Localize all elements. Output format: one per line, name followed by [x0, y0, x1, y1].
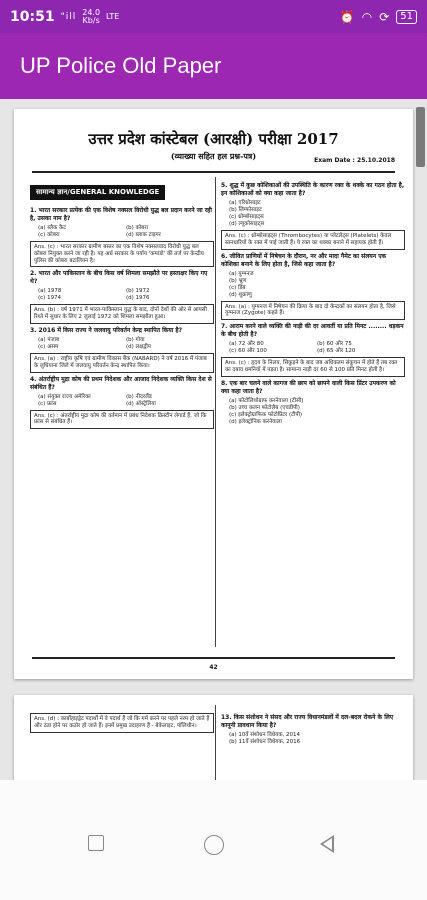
option-item: (a) ब्लैक कैट [38, 225, 67, 231]
sync-icon: ⟳ [379, 9, 390, 24]
option-item: (a) संयुक्त राज्य अमेरिका [38, 393, 91, 400]
left-column [30, 711, 214, 736]
column-divider [215, 705, 216, 780]
question-text: 1. भारत सरकार प्रत्येक की एक विशेष नक्सल विरोधी युद्ध बल प्रदान करने जा रही है, उसका नाम है? [30, 207, 212, 222]
network-speed: 24.0 Kb/s [82, 7, 101, 25]
option-item: (b) उच्च कलन फोटोलैब (एचडीपी) [229, 404, 300, 411]
option-item: (d) ब्लाक टाइगर [126, 232, 161, 238]
options [229, 732, 405, 746]
triangle-back-icon [320, 835, 334, 853]
question-text: 8. एक बार चलने वाले कागज की छाप को छापने वाली किस प्रिंटर उपकरण को क्या कहा जाता है? [221, 379, 396, 395]
question-text: 3. 2016 में किस राज्य ने जलवायु परिवर्तन केन्द्र स्थापित किया है? [30, 326, 183, 334]
options [229, 341, 405, 355]
option-item: (a) 10वें संशोधन विधेयक, 2014 [229, 732, 301, 738]
option-item: (c) डिंब [229, 284, 246, 291]
status-bar [0, 0, 427, 33]
home-button[interactable] [204, 835, 224, 855]
footer-rule [32, 657, 395, 659]
option-item: (b) कोबरा [126, 225, 148, 231]
options [38, 225, 214, 239]
option-item: (a) फोटोलिथोग्राफ करनेवाला (टीसी) [229, 397, 304, 404]
pdf-page-2[interactable] [14, 695, 413, 780]
question-text: 6. जीवित प्राणियों में निषेचन के दौरान, नर और मादा गैमेट का संलयन एक कोशिका बनाने के लिए होता है, जिसे कहा जाता है? [221, 252, 387, 268]
option-item: (d) 65 और 120 [317, 348, 356, 355]
section-heading: सामान्य ज्ञान/GENERAL KNOWLEDGE [30, 185, 165, 200]
lte-indicator: LTE [106, 11, 120, 21]
paper-subtitle: (व्याख्या सहित हल प्रश्न-पत्र) [170, 151, 257, 161]
question-text: 13. किस संशोधन ने संसद और राज्य विधानमंडलों में दल-बदल रोकने के लिए कानूनी प्रावधान किया है? [221, 714, 394, 729]
option-item: (b) भ्रूण [229, 277, 247, 284]
answer-box: Ans. (c) : भारत सरकार ग्रामीण बस्तर का एक विशेष नक्सलवाद विरोधी युद्ध बल कोबरा नियुक्त करने जा रही है। यह अर्ध सरकार के पर्याय 'कमांडो' की तर्ज पर केन्द्रीय पुलिस की कोबरा बटालियन है। [30, 241, 214, 267]
right-column [221, 711, 405, 748]
question-text: 4. अंतर्राष्ट्रीय मुद्रा कोष की प्रथम निदेशक और आजाद निदेशक व्यक्ति किस देश से संबंधित हैं? [30, 375, 212, 391]
exam-date: Exam Date : 25.10.2018 [314, 157, 395, 164]
page-number: 42 [209, 664, 218, 671]
left-column [30, 179, 214, 432]
scrollbar-thumb[interactable] [416, 107, 425, 167]
answer-box: Ans. (c) : थ्रोम्बोसाइट्स (Thrombocytes) या प्लेटलेट्स (Platelets) केवल स्तनधारियों के रक्त में पाई जाती हैं। ये रक्त का थक्का बनाने में सहायक होती हैं। [221, 230, 405, 250]
option-item: (b) 11वें संशोधन विधेयक, 2016 [229, 739, 301, 745]
option-item: (b) गोवा [126, 336, 145, 343]
answer-box: Ans. (a) : युग्मनज में निषेचन की क्रिया के बाद दो केन्द्रकों का संलयन होता है, जिसे युग्मनज (Zygote) कहते हैं। [221, 301, 405, 321]
back-button[interactable] [320, 835, 334, 853]
answer-box: Ans. (a) : राष्ट्रीय कृषि एवं ग्रामीण विकास बैंक (NABARD) ने वर्ष 2016 में पंजाब के लुधियाना जिले में जलवायु परिवर्तन केन्द्र स्थापित किया। [30, 353, 214, 373]
option-item: (d) ऑस्ट्रेलिया [126, 400, 156, 407]
options [229, 398, 405, 426]
option-item: (d) इलेक्ट्रॉनिक करनेवाला [229, 418, 282, 425]
options [38, 288, 214, 302]
pdf-viewer[interactable] [0, 99, 427, 780]
options [229, 200, 405, 228]
app-bar [0, 33, 427, 99]
option-item: (a) 1978 [38, 288, 62, 295]
option-item: (b) नीदरलैंड [126, 393, 152, 400]
header-rule [32, 171, 395, 173]
options [229, 271, 405, 299]
option-item: (d) लक्षद्वीप [126, 343, 151, 350]
circle-icon [204, 835, 224, 855]
option-item: (c) असम [38, 343, 59, 350]
option-item: (a) 72 और 80 [229, 341, 264, 348]
square-icon [88, 835, 104, 851]
option-item: (c) थ्रोम्बोसाइट्स [229, 214, 264, 220]
signal-icon: "ill [60, 11, 77, 22]
pdf-page-1[interactable] [14, 109, 413, 679]
option-item: (b) 1972 [126, 288, 150, 295]
recent-apps-button[interactable] [88, 835, 104, 851]
option-item: (a) युग्मनज [229, 270, 254, 277]
answer-box: Ans. (b) : वर्ष 1971 में भारत-पाकिस्तान युद्ध के बाद, दोनों देशों की ओर से आपसी रिश्ते में सुधार के लिए 2 जुलाई 1972 को शिमला समझौता हुआ। [30, 304, 214, 324]
question-text: 7. आराम करने वाले व्यक्ति की नाड़ी की दर आवर्ती या प्रति मिनट ........ धड़कन के बीच होती है? [221, 323, 404, 339]
option-item: (d) 1976 [126, 295, 150, 302]
option-item: (d) ल्यूकोसाइट्स [229, 221, 265, 227]
status-icons [340, 10, 417, 24]
question-text: 2. भारत और पाकिस्तान के बीच किस वर्ष शिमला समझौते पर हस्ताक्षर किए गए थे? [30, 270, 208, 286]
option-item: (a) पंजाब [38, 336, 60, 343]
answer-box: Ans. (c) : अंतर्राष्ट्रीय मुद्रा कोष की वर्तमान में प्रबंध निदेशक क्रिस्टीन लेगार्ड हैं, जो कि फ्रांस से संबंधित हैं। [30, 410, 214, 430]
answer-box: Ans. (c) : हृदय के निलय, सिकुड़ने के बाद जब अधिकतम संकुचन में होते हैं तब रक्त का दबाव धमनियों में पड़ता है। सामान्य नाड़ी दर 60 से 100 प्रति मिनट होती है। [221, 357, 405, 377]
option-item: (c) इलेक्ट्रोग्राफिक फोटोप्रिंटर (टीपी) [229, 411, 303, 418]
option-item: (b) लिम्फोसाइट [229, 207, 262, 213]
option-item: (c) 1974 [38, 295, 62, 302]
battery-icon: 51 [396, 10, 417, 24]
navigation-bar [0, 780, 427, 900]
option-item: (a) एरिथ्रोसाइट [229, 200, 261, 206]
question-text: 5. शुद्ध में कुछ कोशिकाओं की उपस्थिति के कारण रक्त के थक्के का गठन होता है, इन कोशिकाओं को क्या कहा जाता है? [221, 182, 405, 197]
option-item: (c) कोबरा [38, 232, 60, 238]
option-item: (b) 60 और 75 [317, 341, 352, 348]
column-divider [215, 177, 216, 647]
option-item: (c) 60 और 100 [229, 348, 267, 355]
options [38, 394, 214, 408]
right-column [221, 179, 405, 428]
app-title: UP Police Old Paper [20, 53, 222, 78]
alarm-icon: ⏰ [339, 9, 355, 24]
paper-title: उत्तर प्रदेश कांस्टेबल (आरक्षी) परीक्षा 2017 [88, 130, 339, 148]
option-item: (d) शुक्राणु [229, 291, 252, 298]
wifi-icon: ◠ [361, 9, 373, 24]
options [38, 337, 214, 351]
option-item: (c) फ्रांस [38, 400, 57, 407]
status-time: 10:51 [10, 8, 55, 25]
answer-box: Ans. (d) : कार्बोहाइड्रेट पदार्थों में वे पदार्थ हैं जो कि गर्म करने पर पहले नरम हो जाते हैं और ठंडा होने पर कठोर हो जाते हैं। इनमें प्रमुख उदाहरण हैं - बेकेलाइट, पॉलिथीन। [30, 713, 214, 733]
